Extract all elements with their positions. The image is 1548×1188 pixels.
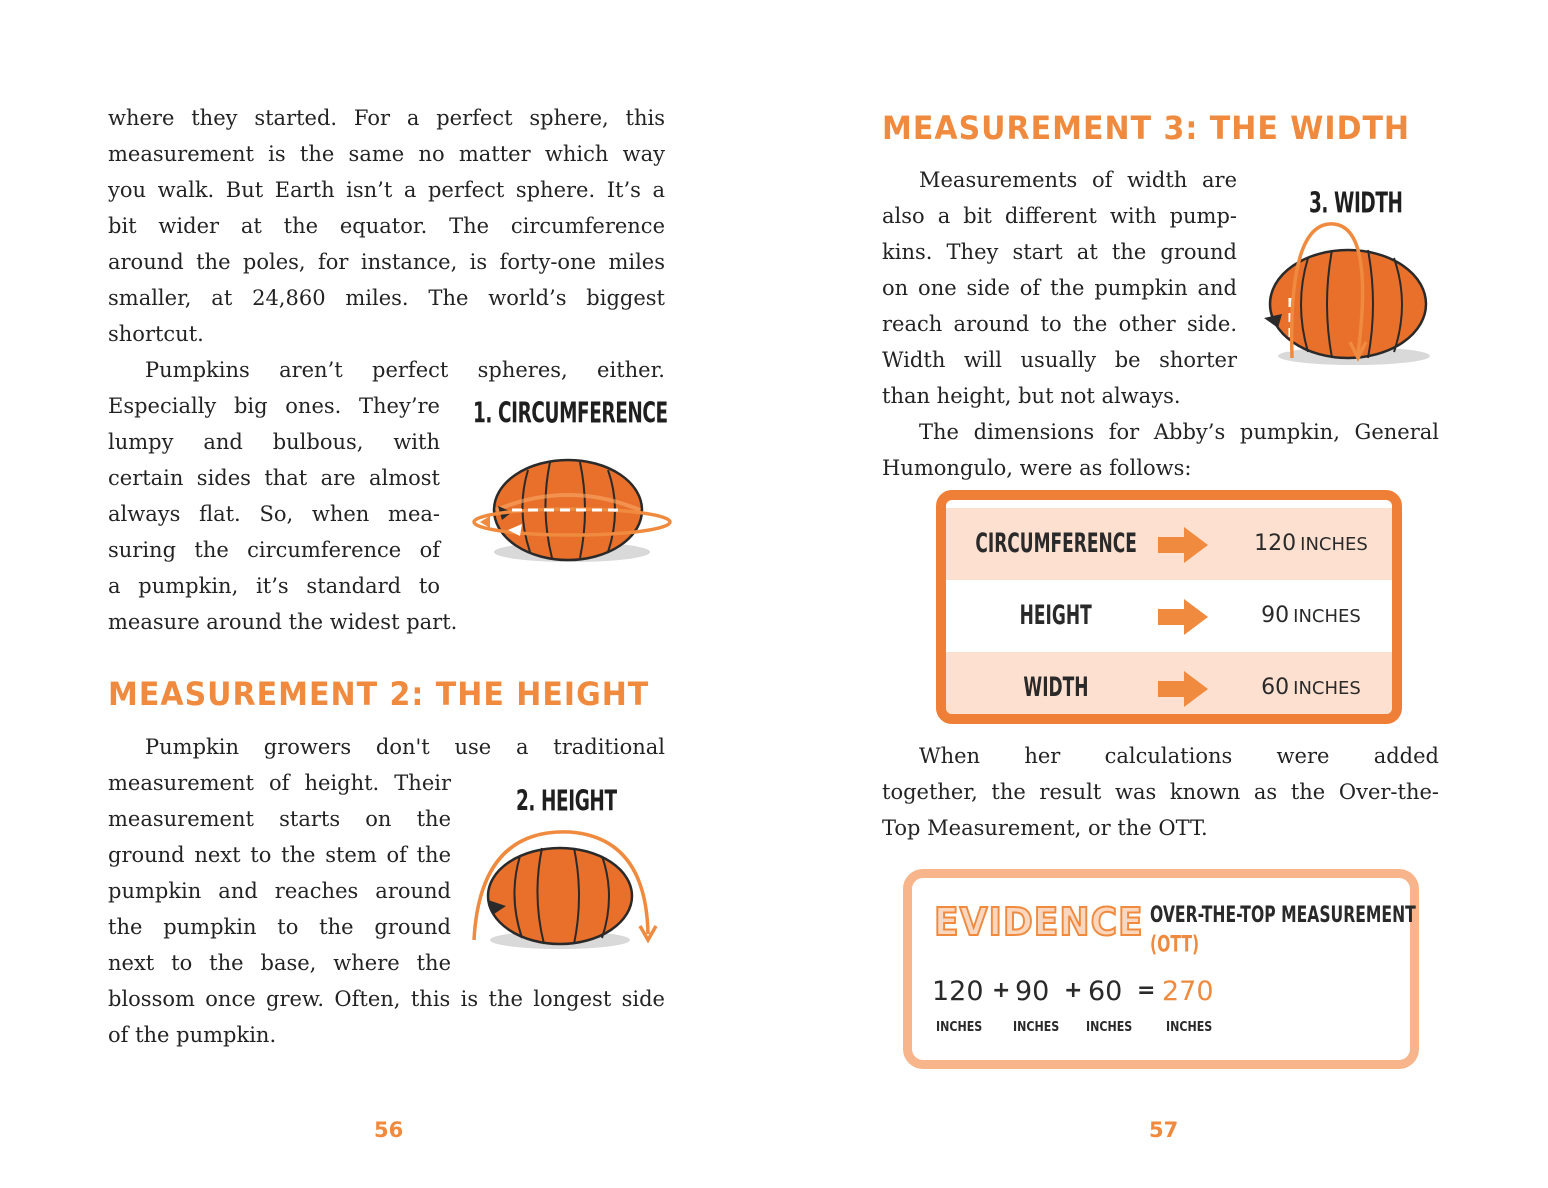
unit-label: INCHES bbox=[936, 1020, 983, 1035]
ott-total: 270 bbox=[1162, 976, 1214, 1007]
dimension-name: WIDTH bbox=[1023, 673, 1089, 703]
text-line: of the pumpkin. bbox=[108, 1023, 277, 1047]
heading-measurement-2: MEASUREMENT 2: THE HEIGHT bbox=[108, 676, 650, 714]
pumpkin-width-illustration bbox=[1258, 218, 1458, 368]
text-line: ground next to the stem of the bbox=[108, 843, 451, 867]
text-line: the pumpkin to the ground bbox=[108, 915, 451, 939]
circumference-label: 1. CIRCUMFERENCE bbox=[473, 396, 668, 430]
text-line: measurement starts on the bbox=[108, 807, 451, 831]
text-line: certain sides that are almost bbox=[108, 466, 440, 490]
text-line: measurement is the same no matter which way bbox=[108, 142, 665, 166]
paragraph-pumpkins-wrap bbox=[108, 388, 440, 604]
term-circumference: 120 bbox=[932, 976, 984, 1007]
term-height: 90 bbox=[1015, 976, 1050, 1007]
text-line: smaller, at 24,860 miles. The world’s biggest bbox=[108, 286, 665, 310]
text-line: pumpkin and reaches around bbox=[108, 879, 451, 903]
evidence-heading: EVIDENCE bbox=[934, 900, 1144, 944]
term-width: 60 bbox=[1088, 976, 1123, 1007]
heading-measurement-3: MEASUREMENT 3: THE WIDTH bbox=[882, 110, 1411, 148]
text-line: The dimensions for Abby’s pumpkin, General bbox=[919, 420, 1439, 444]
text-line: Especially big ones. They’re bbox=[108, 394, 440, 418]
dimension-name: HEIGHT bbox=[1019, 601, 1093, 631]
dimensions-table bbox=[936, 490, 1402, 724]
pumpkin-circumference-illustration bbox=[468, 440, 684, 570]
unit-label: INCHES bbox=[1013, 1020, 1060, 1035]
dimension-row-circumference bbox=[946, 508, 1392, 580]
paragraph-width-end bbox=[882, 378, 1439, 414]
text-line: together, the result was known as the Over-the- bbox=[882, 780, 1439, 804]
height-label: 2. HEIGHT bbox=[516, 784, 617, 818]
paragraph-ott bbox=[882, 738, 1439, 846]
text-line: next to the base, where the bbox=[108, 951, 451, 975]
right-arrow-icon bbox=[1158, 671, 1208, 707]
width-label: 3. WIDTH bbox=[1309, 186, 1403, 220]
unit-label: INCHES bbox=[1086, 1020, 1133, 1035]
dimension-row-width bbox=[946, 652, 1392, 724]
text-line: a pumpkin, it’s standard to bbox=[108, 574, 440, 598]
text-line: always flat. So, when mea- bbox=[108, 502, 440, 526]
text-line: Top Measurement, or the OTT. bbox=[882, 816, 1208, 840]
dimension-row-height bbox=[946, 580, 1392, 652]
evidence-box bbox=[903, 869, 1419, 1069]
text-line: lumpy and bulbous, with bbox=[108, 430, 440, 454]
text-line: shortcut. bbox=[108, 322, 204, 346]
text-line: measure around the widest part. bbox=[108, 610, 458, 634]
text-line: suring the circumference of bbox=[108, 538, 440, 562]
page-number: 57 bbox=[1149, 1118, 1179, 1142]
text-line: reach around to the other side. bbox=[882, 312, 1237, 336]
text-line: When her calculations were added bbox=[919, 744, 1439, 768]
pumpkin-height-illustration bbox=[460, 822, 670, 952]
text-line: you walk. But Earth isn’t a perfect sphere. It’s a bbox=[108, 178, 665, 202]
right-arrow-icon bbox=[1158, 599, 1208, 635]
dimension-value: 90 INCHES bbox=[1261, 603, 1361, 628]
text-line: measurement of height. Their bbox=[108, 771, 451, 795]
text-line: kins. They start at the ground bbox=[882, 240, 1237, 264]
text-line: on one side of the pumpkin and bbox=[882, 276, 1237, 300]
plus-operator: + bbox=[1064, 978, 1083, 1003]
text-line: Pumpkin growers don't use a traditional bbox=[145, 735, 665, 759]
text-line: Humongulo, were as follows: bbox=[882, 456, 1192, 480]
dimension-name: CIRCUMFERENCE bbox=[975, 529, 1137, 559]
text-line: Pumpkins aren’t perfect spheres, either. bbox=[145, 358, 665, 382]
dimension-value: 120 INCHES bbox=[1254, 531, 1368, 556]
text-line: Measurements of width are bbox=[919, 168, 1237, 192]
text-line: Width will usually be shorter bbox=[882, 348, 1237, 372]
text-line: where they started. For a perfect sphere, this bbox=[108, 106, 665, 130]
paragraph-height-end bbox=[108, 981, 665, 1053]
page-number: 56 bbox=[374, 1118, 404, 1142]
right-arrow-icon bbox=[1158, 527, 1208, 563]
text-line: bit wider at the equator. The circumference bbox=[108, 214, 665, 238]
paragraph-dimensions-intro bbox=[882, 414, 1439, 486]
paragraph-sphere bbox=[108, 100, 665, 352]
evidence-title: OVER-THE-TOP MEASUREMENT (OTT) bbox=[1150, 901, 1416, 958]
text-line: blossom once grew. Often, this is the longest side bbox=[108, 987, 665, 1011]
dimension-value: 60 INCHES bbox=[1261, 675, 1361, 700]
plus-operator: + bbox=[992, 978, 1011, 1003]
paragraph-height-wrap bbox=[108, 765, 451, 981]
equals-operator: = bbox=[1137, 978, 1156, 1003]
paragraph-pumpkins-end bbox=[108, 604, 665, 640]
text-line: also a bit different with pump- bbox=[882, 204, 1237, 228]
paragraph-height-intro bbox=[108, 729, 665, 765]
text-line: around the poles, for instance, is forty-one miles bbox=[108, 250, 665, 274]
paragraph-pumpkins-intro bbox=[108, 352, 665, 388]
text-line: than height, but not always. bbox=[882, 384, 1181, 408]
paragraph-width-wrap bbox=[882, 162, 1237, 378]
unit-label: INCHES bbox=[1166, 1020, 1213, 1035]
